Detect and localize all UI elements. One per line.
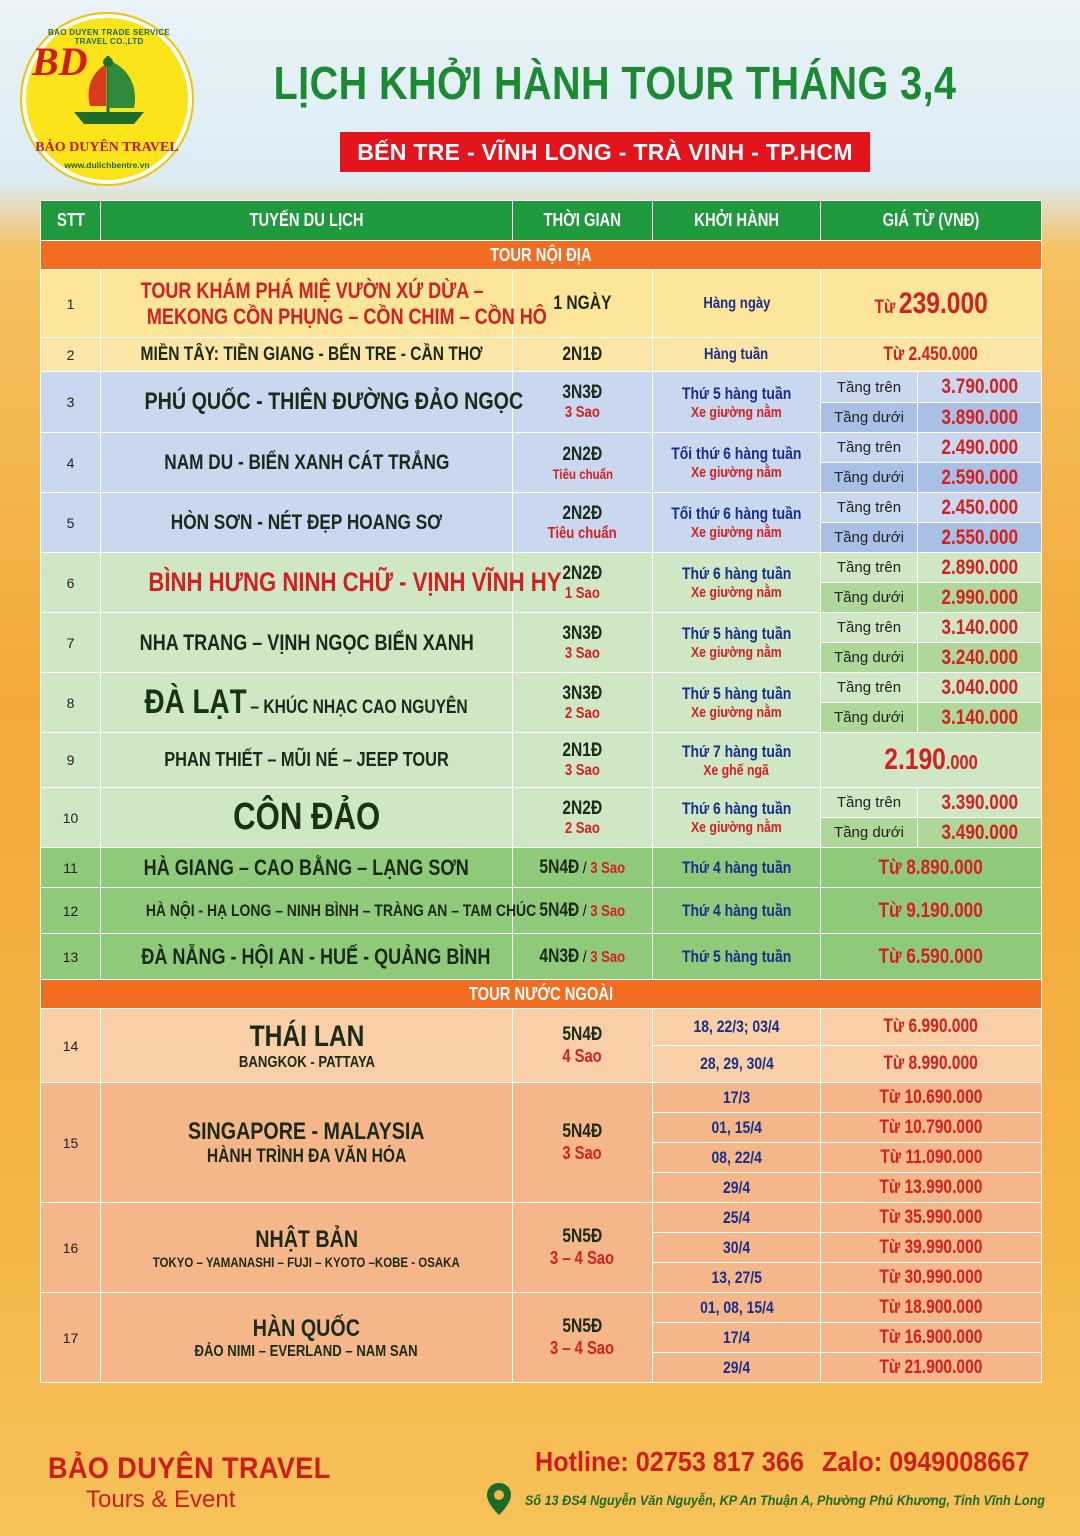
price-cell: Từ 239.000 <box>821 270 1042 338</box>
hotline-number[interactable]: Hotline: 02753 817 366 <box>535 1446 804 1477</box>
table-row: 14 THÁI LAN BANGKOK - PATTAYA 5N4Đ 4 Sao 18, 22/3; 03/4 Từ 6.990.000 <box>41 1009 1042 1046</box>
footer-address: Số 13 ĐS4 Nguyễn Văn Nguyễn, KP An Thuận A, Phường Phú Khương, Tỉnh Vĩnh Long <box>525 1492 1046 1508</box>
table-row: 8 ĐÀ LẠT – KHÚC NHẠC CAO NGUYÊN 3N3Đ 2 Sao Thứ 5 hàng tuần Xe giường nằm Tầng trên 3.040.000 <box>41 673 1042 703</box>
logo-name: BẢO DUYÊN TRAVEL <box>35 140 179 155</box>
page-title: LỊCH KHỞI HÀNH TOUR THÁNG 3,4 <box>273 57 957 109</box>
logo-website: www.dulichbentre.vn <box>64 160 150 170</box>
section-domestic: TOUR NỘI ĐỊA <box>41 241 1042 270</box>
location-pin-icon <box>486 1482 512 1516</box>
footer-brand-sub: Tours & Event <box>86 1486 236 1513</box>
table-row: 6 BÌNH HƯNG NINH CHỮ - VỊNH VĨNH HY 2N2Đ 1 Sao Thứ 6 hàng tuần Xe giường nằm Tầng trên 2.890.000 <box>41 553 1042 583</box>
table-row: 7 NHA TRANG – VỊNH NGỌC BIỂN XANH 3N3Đ 3 Sao Thứ 5 hàng tuần Xe giường nằm Tầng trên 3.140.000 <box>41 613 1042 643</box>
col-header-route: TUYẾN DU LỊCH <box>101 201 513 241</box>
footer-brand: BẢO DUYÊN TRAVEL <box>48 1452 331 1485</box>
table-row: 4 NAM DU - BIỂN XANH CÁT TRẮNG 2N2Đ Tiêu chuẩn Tối thứ 6 hàng tuần Xe giường nằm Tầng trên 2.490.000 <box>41 433 1042 463</box>
col-header-departure: KHỞI HÀNH <box>653 201 821 241</box>
table-row: 11 HÀ GIANG – CAO BẰNG – LẠNG SƠN 5N4Đ / 3 Sao Thứ 4 hàng tuần Từ 8.890.000 <box>41 848 1042 888</box>
table-row: 16 NHẬT BẢN TOKYO – YAMANASHI – FUJI – KYOTO –KOBE - OSAKA 5N5Đ 3 – 4 Sao 25/4 Từ 35.990.000 <box>41 1203 1042 1233</box>
table-row: 2 MIỀN TÂY: TIỀN GIANG - BẾN TRE - CẦN THƠ 2N1Đ Hàng tuần Từ 2.450.000 <box>41 338 1042 372</box>
col-header-duration: THỜI GIAN <box>513 201 653 241</box>
table-row: 10 CÔN ĐẢO 2N2Đ 2 Sao Thứ 6 hàng tuần Xe giường nằm Tầng trên 3.390.000 <box>41 788 1042 818</box>
table-row: 1 TOUR KHÁM PHÁ MIỆ VƯỜN XỨ DỪA – MEKONG CỒN PHỤNG – CỒN CHIM – CỒN HÔ 1 NGÀY Hàng ngày Từ 239.000 <box>41 270 1042 338</box>
tour-table: STT TUYẾN DU LỊCH THỜI GIAN KHỞI HÀNH GIÁ TỪ (VNĐ) TOUR NỘI ĐỊA 1 TOUR KHÁM PHÁ MIỆ VƯỜN XỨ DỪA – MEKONG CỒN PHỤNG – CỒN CHIM – CỒN HÔ 1 NGÀY Hàng ngày Từ 239.000 2 MIỀN TÂY: TIỀN GIANG - BẾN TRE - CẦN THƠ 2N1Đ Hàng tuần Từ 2.450.000 3 PHÚ QUỐC - THIÊN ĐƯỜNG ĐẢO NGỌC 3N3Đ 3 Sao Thứ 5 hàng tuần Xe giường nằm Tầng trên 3.790.000 Tầng dưới 3.890.000 4 NAM DU - BIỂN XANH CÁT TRẮNG 2N2Đ Tiêu chuẩn Tối thứ 6 hàng tuần Xe giường nằm Tầng trên 2.490.000 Tầng dưới 2.590.000 5 HÒN SƠN - NÉT ĐẸP HOANG SƠ 2N2Đ Tiêu chuẩn Tối thứ 6 hàng tuần Xe giường nằm Tầng trên 2.450.000 Tầng dưới 2.550.000 6 BÌNH HƯNG NINH CHỮ - VỊNH VĨNH HY 2N2Đ 1 Sao Thứ 6 hàng tuần Xe giường nằm Tầng trên 2.890.000 Tầng dưới 2.990.000 7 NHA TRANG – VỊNH NGỌC BIỂN XANH 3N3Đ 3 Sao Thứ 5 hàng tuần Xe giường nằm Tầng trên 3.140.000 Tầng dưới 3.240.000 8 ĐÀ LẠT – KHÚC NHẠC CAO NGUYÊN 3N3Đ 2 Sao Thứ 5 hàng tuần Xe giường nằm Tầng trên 3.040.000 Tầng dưới 3.140.000 9 PHAN THIẾT – MŨI NÉ – JEEP TOUR 2N1Đ 3 Sao Thứ 7 hàng tuần Xe ghế ngã 2.190.000 10 CÔN ĐẢO 2N2Đ 2 Sao Thứ 6 hàng tuần Xe giường nằm Tầng trên 3.390.000 Tầng dưới 3.490.000 11 HÀ GIANG – CAO BẰNG – LẠNG SƠN 5N4Đ / 3 Sao Thứ 4 hàng tuần Từ 8.890.000 12 HÀ NỘI - HẠ LONG – NINH BÌNH – TRÀNG AN – TAM CHÚC 5N4Đ / 3 Sao Thứ 4 hàng tuần Từ 9.190.000 13 ĐÀ NẴNG - HỘI AN - HUẾ - QUẢNG BÌNH 4N3Đ / 3 Sao Thứ 5 hàng tuần Từ 6.590.000 TOUR NƯỚC NGOÀI 14 THÁI LAN BANGKOK - PATTAYA 5N4Đ 4 Sao 18, 22/3; 03/4 Từ 6.990.000 28, 29, 30/4 Từ 8.990.000 15 SINGAPORE - MALAYSIA HÀNH TRÌNH ĐA VĂN HÓA 5N4Đ 3 Sao 17/3 Từ 10.690.000 01, 15/4 Từ 10.790.000 08, 22/4 Từ 11.090.000 29/4 Từ 13.990.000 16 NHẬT BẢN TOKYO – YAMANASHI – FUJI – KYOTO –KOBE - OSAKA 5N5Đ 3 – 4 Sao 25/4 Từ 35.990.000 30/4 Từ 39.990.000 13, 27/5 Từ 30.990.000 17 HÀN QUỐC ĐẢO NIMI – EVERLAND – NAM SAN 5N5Đ 3 – 4 Sao 01, 08, 15/4 Từ 18.900.000 17/4 Từ 16.900.000 29/4 Từ 21.900.000 <box>40 200 1042 1383</box>
table-row: 9 PHAN THIẾT – MŨI NÉ – JEEP TOUR 2N1Đ 3 Sao Thứ 7 hàng tuần Xe ghế ngã 2.190.000 <box>41 733 1042 788</box>
region-banner: BẾN TRE - VĨNH LONG - TRÀ VINH - TP.HCM <box>340 132 870 172</box>
section-international: TOUR NƯỚC NGOÀI <box>41 980 1042 1009</box>
logo-ring-text: BAO DUYEN TRADE SERVICE TRAVEL CO.,LTD <box>48 28 170 46</box>
table-row: 17 HÀN QUỐC ĐẢO NIMI – EVERLAND – NAM SAN 5N5Đ 3 – 4 Sao 01, 08, 15/4 Từ 18.900.000 <box>41 1293 1042 1323</box>
table-row: 5 HÒN SƠN - NÉT ĐẸP HOANG SƠ 2N2Đ Tiêu chuẩn Tối thứ 6 hàng tuần Xe giường nằm Tầng trên 2.450.000 <box>41 493 1042 523</box>
company-logo <box>22 14 192 184</box>
col-header-stt: STT <box>41 201 101 241</box>
zalo-number[interactable]: Zalo: 0949008667 <box>822 1446 1030 1477</box>
table-row: 3 PHÚ QUỐC - THIÊN ĐƯỜNG ĐẢO NGỌC 3N3Đ 3 Sao Thứ 5 hàng tuần Xe giường nằm Tầng trên 3.790.000 <box>41 372 1042 403</box>
col-header-price: GIÁ TỪ (VNĐ) <box>821 201 1042 241</box>
table-row: 13 ĐÀ NẴNG - HỘI AN - HUẾ - QUẢNG BÌNH 4N3Đ / 3 Sao Thứ 5 hàng tuần Từ 6.590.000 <box>41 934 1042 980</box>
table-row: 12 HÀ NỘI - HẠ LONG – NINH BÌNH – TRÀNG AN – TAM CHÚC 5N4Đ / 3 Sao Thứ 4 hàng tuần Từ 9.190.000 <box>41 888 1042 934</box>
logo-mark: BD <box>32 39 88 84</box>
table-header-row <box>41 201 1042 241</box>
route-cell: TOUR KHÁM PHÁ MIỆ VƯỜN XỨ DỪA – MEKONG CỒN PHỤNG – CỒN CHIM – CỒN HÔ <box>101 270 513 338</box>
table-row: 15 SINGAPORE - MALAYSIA HÀNH TRÌNH ĐA VĂN HÓA 5N4Đ 3 Sao 17/3 Từ 10.690.000 <box>41 1083 1042 1113</box>
